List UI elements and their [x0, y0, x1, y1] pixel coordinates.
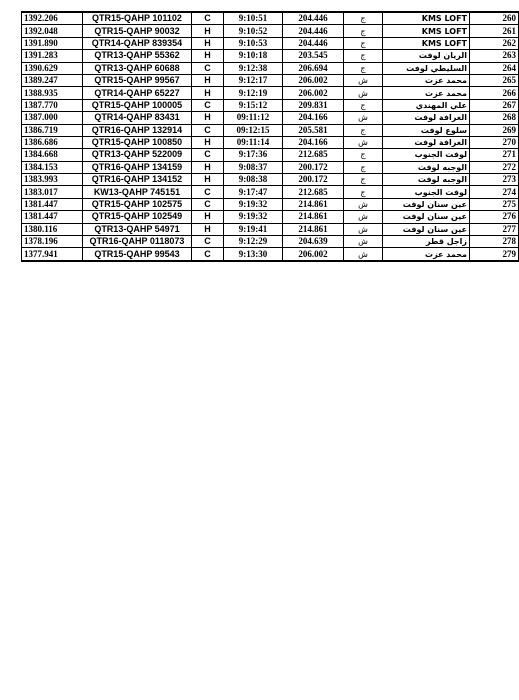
rank-cell: 277: [470, 223, 519, 235]
speed-cell: 204.446: [283, 25, 344, 37]
weight-cell: 1392.048: [22, 25, 83, 37]
weight-cell: 1386.719: [22, 124, 83, 136]
sex-cell: ش: [344, 211, 383, 223]
weight-cell: 1384.153: [22, 161, 83, 173]
table-row: [22, 99, 519, 111]
sex-cell: ش: [344, 74, 383, 86]
type-cell: C: [192, 186, 224, 198]
weight-cell: 1380.116: [22, 223, 83, 235]
arrival-time-cell: 09:11:12: [224, 112, 283, 124]
weight-cell: 1391.283: [22, 50, 83, 62]
table-row: [22, 223, 519, 235]
owner-cell: الغرافة لوفت: [383, 112, 470, 124]
speed-cell: 203.545: [283, 50, 344, 62]
weight-cell: 1387.000: [22, 112, 83, 124]
speed-cell: 214.861: [283, 223, 344, 235]
arrival-time-cell: 9:10:53: [224, 37, 283, 49]
weight-cell: 1377.941: [22, 248, 83, 261]
speed-cell: 214.861: [283, 198, 344, 210]
table-row: [22, 161, 519, 173]
sex-cell: ج: [344, 37, 383, 49]
type-cell: C: [192, 124, 224, 136]
ring-code-cell: QTR16-QAHP 0118073: [83, 236, 192, 248]
speed-cell: 204.166: [283, 136, 344, 148]
ring-code-cell: QTR15-QAHP 101102: [83, 12, 192, 25]
type-cell: H: [192, 174, 224, 186]
sex-cell: ش: [344, 236, 383, 248]
ring-code-cell: QTR15-QAHP 99543: [83, 248, 192, 261]
arrival-time-cell: 9:15:12: [224, 99, 283, 111]
arrival-time-cell: 9:08:37: [224, 161, 283, 173]
rank-cell: 260: [470, 12, 519, 25]
rank-cell: 265: [470, 74, 519, 86]
speed-cell: 200.172: [283, 161, 344, 173]
owner-cell: عين سنان لوفت: [383, 211, 470, 223]
ring-code-cell: QTR15-QAHP 102549: [83, 211, 192, 223]
type-cell: H: [192, 87, 224, 99]
rank-cell: 274: [470, 186, 519, 198]
owner-cell: KMS LOFT: [383, 37, 470, 49]
type-cell: H: [192, 211, 224, 223]
ring-code-cell: QTR16-QAHP 132914: [83, 124, 192, 136]
owner-cell: سلوع لوفت: [383, 124, 470, 136]
table-row: [22, 74, 519, 86]
sex-cell: ش: [344, 248, 383, 261]
weight-cell: 1388.935: [22, 87, 83, 99]
rank-cell: 273: [470, 174, 519, 186]
arrival-time-cell: 09:11:14: [224, 136, 283, 148]
speed-cell: 206.002: [283, 248, 344, 261]
table-row: [22, 248, 519, 261]
owner-cell: KMS LOFT: [383, 25, 470, 37]
ring-code-cell: QTR13-QAHP 60688: [83, 62, 192, 74]
weight-cell: 1384.668: [22, 149, 83, 161]
sex-cell: ج: [344, 174, 383, 186]
weight-cell: 1381.447: [22, 198, 83, 210]
rank-cell: 272: [470, 161, 519, 173]
rank-cell: 278: [470, 236, 519, 248]
table-row: [22, 87, 519, 99]
speed-cell: 206.002: [283, 87, 344, 99]
rank-cell: 263: [470, 50, 519, 62]
owner-cell: محمد عزت: [383, 74, 470, 86]
owner-cell: محمد عزت: [383, 248, 470, 261]
arrival-time-cell: 9:17:36: [224, 149, 283, 161]
table-row: [22, 62, 519, 74]
type-cell: C: [192, 99, 224, 111]
type-cell: C: [192, 12, 224, 25]
rank-cell: 267: [470, 99, 519, 111]
ring-code-cell: QTR14-QAHP 65227: [83, 87, 192, 99]
type-cell: H: [192, 25, 224, 37]
rank-cell: 262: [470, 37, 519, 49]
ring-code-cell: QTR13-QAHP 522009: [83, 149, 192, 161]
weight-cell: 1381.447: [22, 211, 83, 223]
weight-cell: 1386.686: [22, 136, 83, 148]
table-row: [22, 50, 519, 62]
arrival-time-cell: 9:19:41: [224, 223, 283, 235]
arrival-time-cell: 9:12:29: [224, 236, 283, 248]
sex-cell: ج: [344, 149, 383, 161]
weight-cell: 1391.890: [22, 37, 83, 49]
arrival-time-cell: 9:19:32: [224, 211, 283, 223]
arrival-time-cell: 9:12:38: [224, 62, 283, 74]
ring-code-cell: QTR15-QAHP 100005: [83, 99, 192, 111]
arrival-time-cell: 9:12:17: [224, 74, 283, 86]
arrival-time-cell: 9:10:18: [224, 50, 283, 62]
type-cell: C: [192, 248, 224, 261]
arrival-time-cell: 9:17:47: [224, 186, 283, 198]
sex-cell: ج: [344, 25, 383, 37]
table-row: [22, 136, 519, 148]
ring-code-cell: QTR14-QAHP 839354: [83, 37, 192, 49]
type-cell: C: [192, 62, 224, 74]
table-row: [22, 37, 519, 49]
sex-cell: ش: [344, 112, 383, 124]
table-row: [22, 112, 519, 124]
rank-cell: 279: [470, 248, 519, 261]
rank-cell: 271: [470, 149, 519, 161]
weight-cell: 1389.247: [22, 74, 83, 86]
ring-code-cell: QTR15-QAHP 102575: [83, 198, 192, 210]
sex-cell: ج: [344, 99, 383, 111]
ring-code-cell: KW13-QAHP 745151: [83, 186, 192, 198]
table-row: [22, 124, 519, 136]
arrival-time-cell: 9:10:52: [224, 25, 283, 37]
ring-code-cell: QTR13-QAHP 55362: [83, 50, 192, 62]
ring-code-cell: QTR16-QAHP 134152: [83, 174, 192, 186]
sex-cell: ش: [344, 136, 383, 148]
owner-cell: الغرافة لوفت: [383, 136, 470, 148]
table-row: [22, 198, 519, 210]
speed-cell: 204.446: [283, 12, 344, 25]
rank-cell: 275: [470, 198, 519, 210]
table-row: [22, 174, 519, 186]
arrival-time-cell: 09:12:15: [224, 124, 283, 136]
sex-cell: ج: [344, 50, 383, 62]
speed-cell: 205.581: [283, 124, 344, 136]
sex-cell: ج: [344, 124, 383, 136]
sex-cell: ش: [344, 198, 383, 210]
owner-cell: عين سنان لوفت: [383, 223, 470, 235]
owner-cell: KMS LOFT: [383, 12, 470, 25]
table-row: [22, 236, 519, 248]
rank-cell: 266: [470, 87, 519, 99]
arrival-time-cell: 9:10:51: [224, 12, 283, 25]
speed-cell: 204.166: [283, 112, 344, 124]
rank-cell: 261: [470, 25, 519, 37]
weight-cell: 1383.017: [22, 186, 83, 198]
table-row: [22, 186, 519, 198]
sex-cell: ش: [344, 87, 383, 99]
rank-cell: 268: [470, 112, 519, 124]
type-cell: H: [192, 223, 224, 235]
speed-cell: 214.861: [283, 211, 344, 223]
arrival-time-cell: 9:13:30: [224, 248, 283, 261]
owner-cell: لوفت الجنوب: [383, 186, 470, 198]
sex-cell: ش: [344, 223, 383, 235]
type-cell: H: [192, 74, 224, 86]
sex-cell: ج: [344, 186, 383, 198]
table-row: [22, 25, 519, 37]
ring-code-cell: QTR15-QAHP 90032: [83, 25, 192, 37]
results-table: [21, 11, 519, 262]
speed-cell: 204.639: [283, 236, 344, 248]
ring-code-cell: QTR16-QAHP 134159: [83, 161, 192, 173]
sex-cell: ج: [344, 12, 383, 25]
sex-cell: ج: [344, 62, 383, 74]
rank-cell: 264: [470, 62, 519, 74]
arrival-time-cell: 9:19:32: [224, 198, 283, 210]
arrival-time-cell: 9:08:38: [224, 174, 283, 186]
table-row: [22, 12, 519, 25]
sex-cell: ج: [344, 161, 383, 173]
owner-cell: الوجبه لوفت: [383, 174, 470, 186]
rank-cell: 276: [470, 211, 519, 223]
type-cell: C: [192, 198, 224, 210]
owner-cell: محمد عزت: [383, 87, 470, 99]
type-cell: C: [192, 236, 224, 248]
ring-code-cell: QTR13-QAHP 54971: [83, 223, 192, 235]
owner-cell: السليطي لوفت: [383, 62, 470, 74]
owner-cell: الريان لوفت: [383, 50, 470, 62]
type-cell: H: [192, 112, 224, 124]
speed-cell: 212.685: [283, 186, 344, 198]
weight-cell: 1378.196: [22, 236, 83, 248]
speed-cell: 204.446: [283, 37, 344, 49]
speed-cell: 212.685: [283, 149, 344, 161]
owner-cell: عين سنان لوفت: [383, 198, 470, 210]
speed-cell: 200.172: [283, 174, 344, 186]
owner-cell: زاجل قطر: [383, 236, 470, 248]
ring-code-cell: QTR15-QAHP 100850: [83, 136, 192, 148]
arrival-time-cell: 9:12:19: [224, 87, 283, 99]
speed-cell: 206.002: [283, 74, 344, 86]
ring-code-cell: QTR14-QAHP 83431: [83, 112, 192, 124]
rank-cell: 270: [470, 136, 519, 148]
rank-cell: 269: [470, 124, 519, 136]
type-cell: H: [192, 161, 224, 173]
results-table-body: [22, 12, 519, 261]
weight-cell: 1392.206: [22, 12, 83, 25]
type-cell: C: [192, 149, 224, 161]
owner-cell: علي المهندي: [383, 99, 470, 111]
type-cell: H: [192, 37, 224, 49]
weight-cell: 1387.770: [22, 99, 83, 111]
owner-cell: الوجبه لوفت: [383, 161, 470, 173]
weight-cell: 1390.629: [22, 62, 83, 74]
weight-cell: 1383.993: [22, 174, 83, 186]
table-row: [22, 211, 519, 223]
type-cell: H: [192, 50, 224, 62]
table-row: [22, 149, 519, 161]
ring-code-cell: QTR15-QAHP 99567: [83, 74, 192, 86]
speed-cell: 206.694: [283, 62, 344, 74]
speed-cell: 209.831: [283, 99, 344, 111]
type-cell: H: [192, 136, 224, 148]
owner-cell: لوفت الجنوب: [383, 149, 470, 161]
